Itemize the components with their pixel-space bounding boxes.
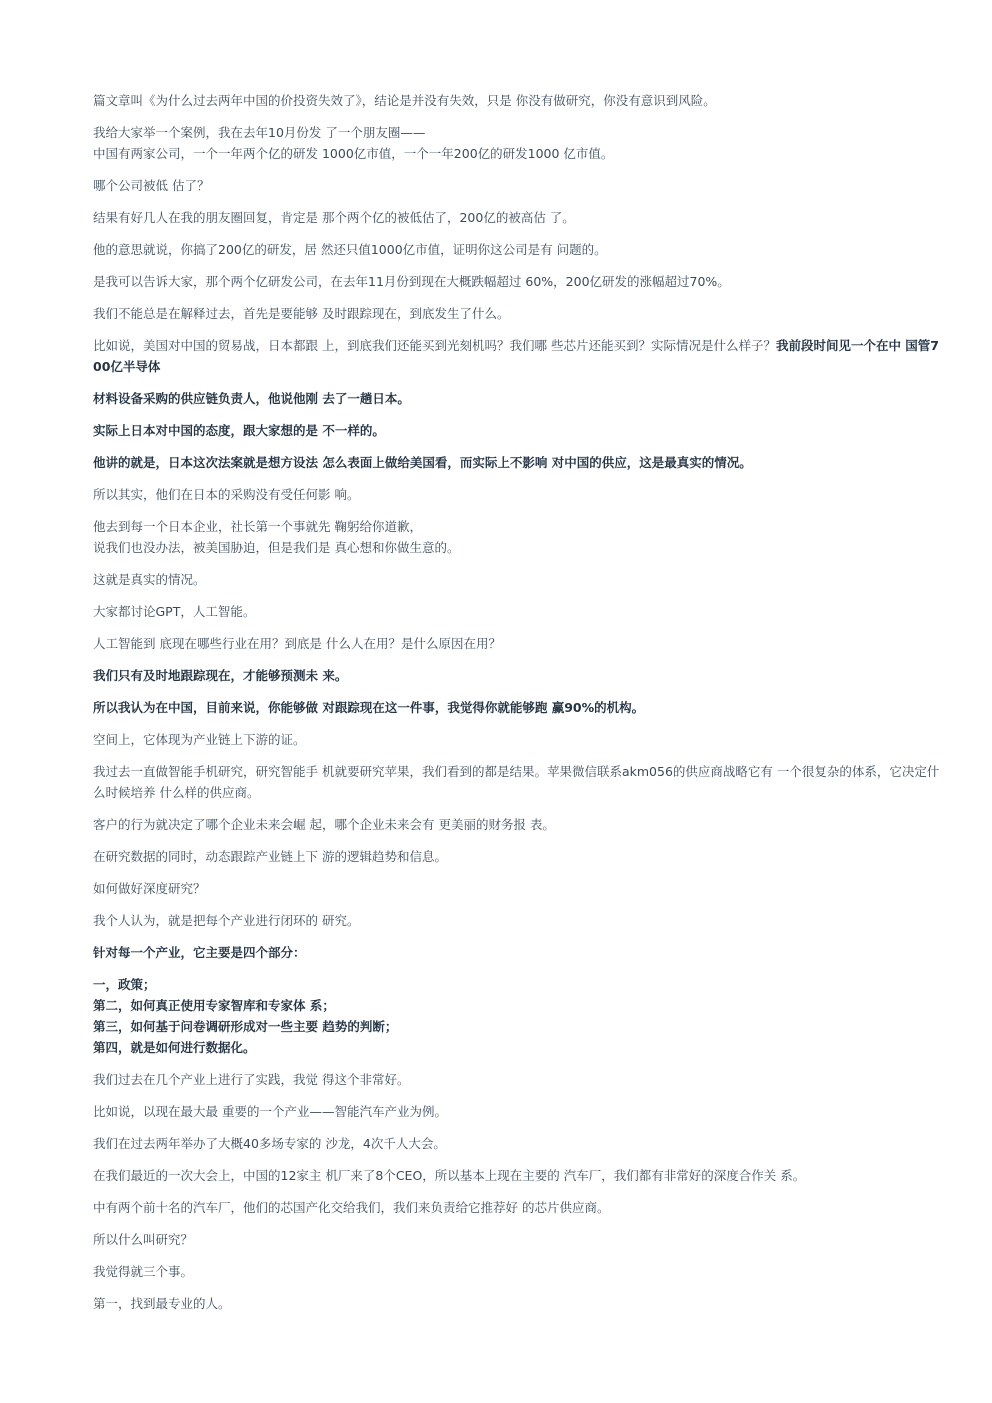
paragraph <box>93 1101 940 1122</box>
paragraph <box>93 1293 940 1314</box>
text-line: 结果有好几人在我的朋友圈回复，肯定是 那个两个亿的被低估了，200亿的被高估 了。 <box>93 210 575 225</box>
text-line: 第一，找到最专业的人。 <box>93 1296 231 1311</box>
paragraph <box>93 1069 940 1090</box>
paragraph <box>93 569 940 590</box>
text-line: 我觉得就三个事。 <box>93 1264 194 1279</box>
paragraph-bold <box>93 452 940 473</box>
text-line: 在我们最近的一次大会上，中国的12家主 机厂来了8个CEO，所以基本上现在主要的 汽车厂，我们都有非常好的深度合作关 系。 <box>93 1168 806 1183</box>
text-line: 所以我认为在中国，目前来说，你能够做 对跟踪现在这一件事，我觉得你就能够跑 赢90%的机构。 <box>93 700 645 715</box>
text-line: 我们不能总是在解释过去，首先是要能够 及时跟踪现在，到底发生了什么。 <box>93 306 510 321</box>
list-item: 一，政策； <box>93 977 156 992</box>
paragraph <box>93 1261 940 1282</box>
list-item: 第四，就是如何进行数据化。 <box>93 1040 256 1055</box>
text-line: 针对每一个产业，它主要是四个部分： <box>93 945 306 960</box>
paragraph-bold <box>93 420 940 441</box>
text-line: 哪个公司被低 估了？ <box>93 178 210 193</box>
text-line: 在研究数据的同时，动态跟踪产业链上下 游的逻辑趋势和信息。 <box>93 849 447 864</box>
text-line: 比如说，以现在最大最 重要的一个产业——智能汽车产业为例。 <box>93 1104 447 1119</box>
text-line: 篇文章叫《为什么过去两年中国的价投资失效了》，结论是并没有失效，只是 你没有做研究，你没有意识到风险。 <box>93 93 716 108</box>
paragraph <box>93 846 940 867</box>
paragraph <box>93 484 940 505</box>
paragraph-bold <box>93 388 940 409</box>
text-line: 大家都讨论GPT，人工智能。 <box>93 604 256 619</box>
text-line: 人工智能到 底现在哪些行业在用？到底是 什么人在用？是什么原因在用？ <box>93 636 501 651</box>
paragraph <box>93 175 940 196</box>
list-item: 第二，如何真正使用专家智库和专家体 系； <box>93 998 335 1013</box>
paragraph-bold <box>93 697 940 718</box>
paragraph <box>93 814 940 835</box>
paragraph-mixed <box>93 335 940 377</box>
text-line: 他去到每一个日本企业，社长第一个事就先 鞠躬给你道歉， <box>93 519 422 534</box>
text-line: 我们只有及时地跟踪现在，才能够预测未 来。 <box>93 668 348 683</box>
paragraph <box>93 910 940 931</box>
text-line: 中有两个前十名的汽车厂，他们的芯国产化交给我们，我们来负责给它推荐好 的芯片供应商。 <box>93 1200 610 1215</box>
text-line: 他讲的就是，日本这次法案就是想方设法 怎么表面上做给美国看，而实际上不影响 对中国的供应，这是最真实的情况。 <box>93 455 752 470</box>
paragraph <box>93 303 940 324</box>
text-line: 客户的行为就决定了哪个企业未来会崛 起，哪个企业未来会有 更美丽的财务报 表。 <box>93 817 555 832</box>
paragraph <box>93 1133 940 1154</box>
paragraph <box>93 729 940 750</box>
text-line: 所以什么叫研究？ <box>93 1232 194 1247</box>
text-bold: 我前段时间见一个在中 国管700亿半导体 <box>93 338 940 374</box>
text-line: 他的意思就说，你搞了200亿的研发，居 然还只值1000亿市值，证明你这公司是有 问题的。 <box>93 242 607 257</box>
paragraph <box>93 1165 940 1186</box>
list-item: 第三，如何基于问卷调研形成对一些主要 趋势的判断； <box>93 1019 398 1034</box>
paragraph <box>93 90 940 111</box>
paragraph <box>93 122 940 164</box>
text-line: 说我们也没办法，被美国胁迫，但是我们是 真心想和你做生意的。 <box>93 540 460 555</box>
paragraph-bold <box>93 665 940 686</box>
text-line: 这就是真实的情况。 <box>93 572 206 587</box>
text-line: 如何做好深度研究？ <box>93 881 206 896</box>
text-line: 我们过去在几个产业上进行了实践，我觉 得这个非常好。 <box>93 1072 410 1087</box>
paragraph <box>93 239 940 260</box>
paragraph <box>93 1229 940 1250</box>
text-line: 空间上，它体现为产业链上下游的证。 <box>93 732 306 747</box>
paragraph <box>93 271 940 292</box>
text-line: 我们在过去两年举办了大概40多场专家的 沙龙，4次千人大会。 <box>93 1136 446 1151</box>
text-line: 所以其实，他们在日本的采购没有受任何影 响。 <box>93 487 360 502</box>
text-normal: 比如说，美国对中国的贸易战，日本都跟 上，到底我们还能买到光刻机吗？我们哪 些芯片还能买到？实际情况是什么样子？ <box>93 338 776 353</box>
text-line: 材料设备采购的供应链负责人，他说他刚 去了一趟日本。 <box>93 391 410 406</box>
text-line: 中国有两家公司，一个一年两个亿的研发 1000亿市值，一个一年200亿的研发1000 亿市值。 <box>93 146 614 161</box>
paragraph <box>93 207 940 228</box>
paragraph <box>93 1197 940 1218</box>
text-line: 我给大家举一个案例，我在去年10月份发 了一个朋友圈—— <box>93 125 426 140</box>
text-line: 我个人认为，就是把每个产业进行闭环的 研究。 <box>93 913 360 928</box>
paragraph <box>93 516 940 558</box>
paragraph <box>93 878 940 899</box>
paragraph <box>93 761 940 803</box>
text-line: 我过去一直做智能手机研究，研究智能手 机就要研究苹果，我们看到的都是结果。苹果微信联系akm056的供应商战略它有 一个很复杂的体系，它决定什么时候培养 什么样的供应商。 <box>93 764 940 800</box>
text-line: 是我可以告诉大家，那个两个亿研发公司，在去年11月份到现在大概跌幅超过 60%，200亿研发的涨幅超过70%。 <box>93 274 730 289</box>
paragraph <box>93 633 940 654</box>
text-line: 实际上日本对中国的态度，跟大家想的是 不一样的。 <box>93 423 385 438</box>
paragraph-bold-list <box>93 974 940 1058</box>
paragraph-bold <box>93 942 940 963</box>
paragraph <box>93 601 940 622</box>
